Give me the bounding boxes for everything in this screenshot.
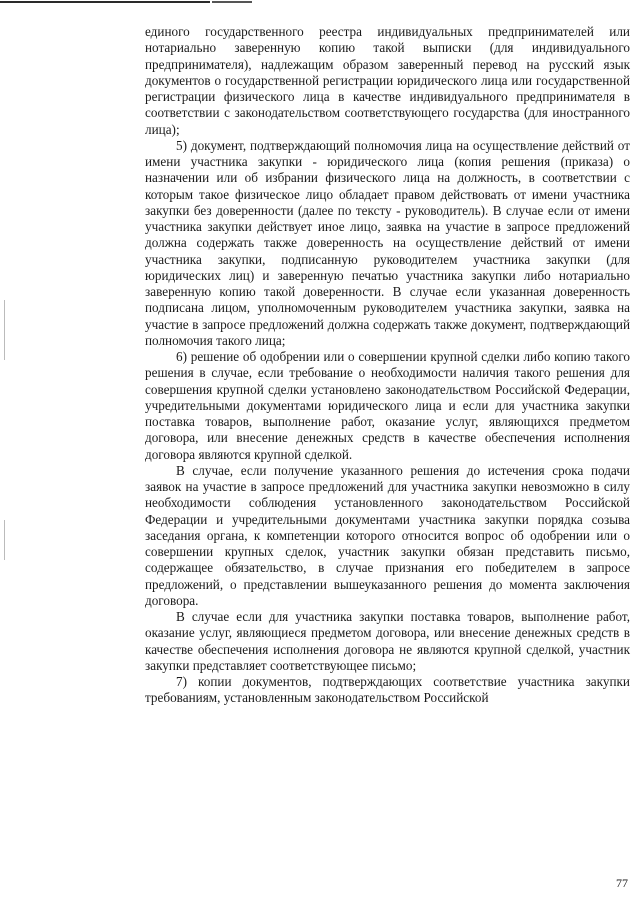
page-number: 77 — [616, 876, 628, 890]
paragraph-item-7-compliance: 7) копии документов, подтверждающих соответствие участника закупки требованиям, установленным законодательством Российской — [145, 674, 630, 706]
scan-top-rule — [0, 1, 210, 3]
paragraph-item-6-major-deal: 6) решение об одобрении или о совершении крупной сделки либо копию такого решения в случае, если требование о необходимости наличия такого решения для совершения крупной сделки установлено законодательством Российской Федерации, учредительными документами юридического лица и если для участника закупки поставка товаров, выполнение работ, оказание услуг, являющихся предметом договора, или внесение денежных средств в качестве обеспечения исполнения договора являются крупной сделкой. — [145, 349, 630, 462]
scan-top-rule — [212, 1, 252, 3]
paragraph-registration-docs: единого государственного реестра индивидуальных предпринимателей или нотариально заверенную копию такой выписки (для индивидуального предпринимателя), надлежащим образом заверенный перевод на русский язык документов о государственной регистрации юридического лица или государственной регистрации физического лица в качестве индивидуального предпринимателя в соответствии с законодательством соответствующего государства (для иностранного лица); — [145, 24, 630, 137]
scan-edge-mark — [4, 520, 5, 560]
paragraph-item-5-authority: 5) документ, подтверждающий полномочия лица на осуществление действий от имени участника закупки - юридического лица (копия решения (приказа) о назначении или об избрании физического лица на должность, в соответствии с которым такое физическое лицо обладает правом действовать от имени участника закупки без доверенности (далее по тексту - руководитель). В случае если от имени участника закупки действует иное лицо, заявка на участие в запросе предложений должна содержать также доверенность на осуществление действий от имени участника закупки, подписанную руководителем участника закупки (для юридических лиц) и заверенную печатью участника закупки либо нотариально заверенную копию такой доверенности. В случае если указанная доверенность подписана лицом, уполномоченным руководителем участника закупки, заявка на участие в запросе предложений должна содержать также документ, подтверждающий полномочия такого лица; — [145, 137, 630, 348]
document-body — [145, 24, 630, 707]
paragraph-decision-letter: В случае, если получение указанного решения до истечения срока подачи заявок на участие в запросе предложений для участника закупки невозможно в силу необходимости соблюдения установленного законодательством Российской Федерации и учредительными документами участника закупки порядка созыва заседания органа, к компетенции которого относится вопрос об одобрении или о совершении крупных сделок, участник закупки обязан представить письмо, содержащее обязательство, в случае признания его победителем в запросе предложений, о представлении вышеуказанного решения до момента заключения договора. — [145, 462, 630, 608]
scan-edge-mark — [4, 300, 5, 360]
paragraph-not-major-deal: В случае если для участника закупки поставка товаров, выполнение работ, оказание услуг, являющиеся предметом договора, или внесение денежных средств в качестве обеспечения исполнения договора не являются крупной сделкой, участник закупки представляет соответствующее письмо; — [145, 609, 630, 673]
